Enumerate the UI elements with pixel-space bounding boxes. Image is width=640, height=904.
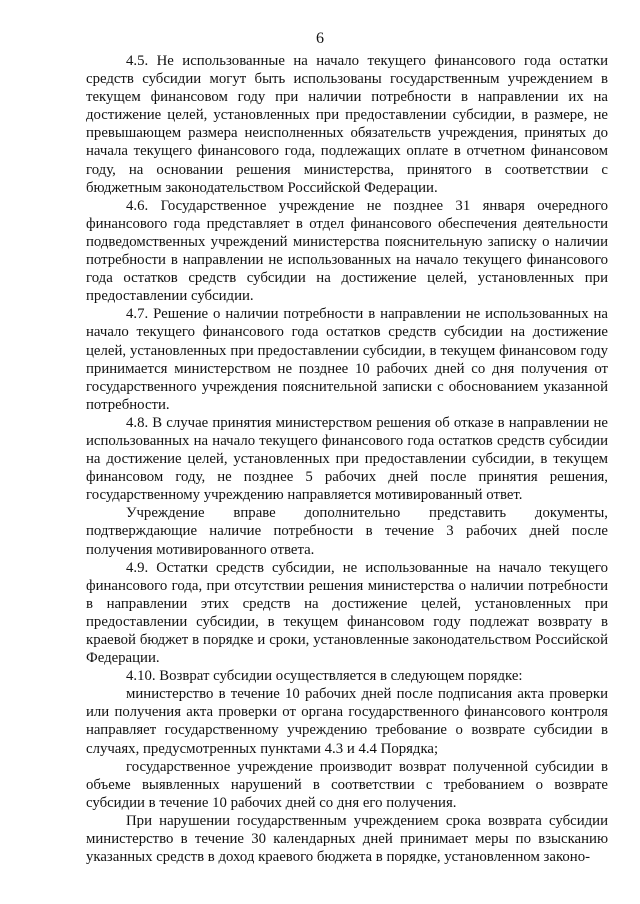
paragraph-violation-of-deadline: При нарушении государственным учреждением срока возврата субсидии министерство в течение 30 календарных дней принимает меры по взысканию указанных средств в доход краевого бюджета в порядке, установленном законо-: [86, 812, 608, 866]
paragraph-4-8: 4.8. В случае принятия министерством решения об отказе в направлении не использованных на начало текущего финансового года остатков средств субсидии на достижение целей, установленных при предоставлении субсидии, в текущем финансовом году, не позднее 5 рабочих дней после принятия решения, государственному учреждению направляется мотивированный ответ.: [86, 414, 608, 504]
paragraph-4-10: 4.10. Возврат субсидии осуществляется в следующем порядке:: [126, 668, 523, 685]
paragraph-4-5: 4.5. Не использованные на начало текущего финансового года остатки средств субсидии могут быть использованы государственным учреждением в текущем финансовом году при наличии потребности в направлении их на достижение целей, установленных при предоставлении субсидии, в размере, не превышающем размера неисполненных обязательств учреждения, принятых до начала текущего финансового года, подлежащих оплате в отчетном финансовом году, на основании решения министерства, принятого в соответствии с бюджетным законодательством Российской Федерации.: [86, 53, 608, 196]
document-body: [86, 52, 608, 866]
paragraph-4-10-ministry-clause: министерство в течение 10 рабочих дней после подписания акта проверки или получения акта проверки от органа государственного финансового контроля направляет государственному учреждению требование о возврате субсидии в случаях, предусмотренных пунктами 4.3 и 4.4 Порядка;: [86, 686, 608, 757]
page-number: 6: [316, 30, 324, 47]
paragraph-4-10-institution-clause: государственное учреждение производит возврат полученной субсидии в объеме выявленных нарушений в соответствии с требованием о возврате субсидии в течение 10 рабочих дней со дня его получения.: [86, 758, 608, 811]
paragraph-4-7: 4.7. Решение о наличии потребности в направлении не использованных на начало текущего финансового года остатков средств субсидии на достижение целей, установленных при предоставлении субсидии, в текущем финансовом году принимается министерством не позднее 10 рабочих дней со дня получения от государственного учреждения пояснительной записки с обоснованием указанной потребности.: [86, 306, 608, 413]
paragraph-4-9: 4.9. Остатки средств субсидии, не использованные на начало текущего финансового года, при отсутствии решения министерства о наличии потребности в направлении этих средств на достижение целей, установленных при предоставлении субсидии, в текущем финансовом году подлежат возврату в краевой бюджет в порядке и сроки, установленные законодательством Российской Федерации.: [86, 559, 608, 667]
paragraph-4-8-additional-documents: Учреждение вправе дополнительно представить документы, подтверждающие наличие потребности в течение 3 рабочих дней после получения мотивированного ответа.: [86, 505, 608, 558]
paragraph-4-6: 4.6. Государственное учреждение не позднее 31 января очередного финансового года представляет в отдел финансового обеспечения деятельности подведомственных учреждений министерства пояснительную записку о наличии потребности в направлении не использованных на начало текущего финансового года остатков средств субсидии на достижение целей, установленных при предоставлении субсидии.: [86, 197, 608, 305]
